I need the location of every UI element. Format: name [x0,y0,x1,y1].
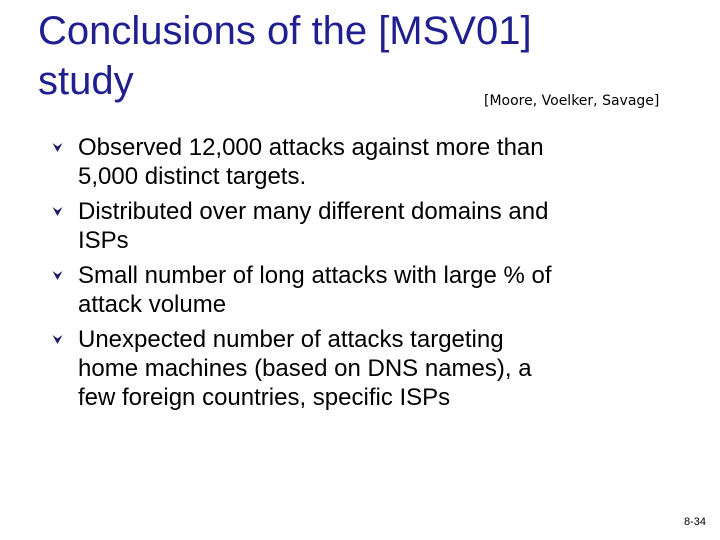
slide-title [38,6,678,106]
checkmark-bullet-icon [52,206,63,217]
bullet-item [52,325,652,412]
bullet-item [52,197,652,255]
bullet-text-line: Unexpected number of attacks targeting [78,326,504,353]
checkmark-bullet-icon [52,270,63,281]
checkmark-bullet-icon [52,334,63,345]
bullet-text-line: few foreign countries, specific ISPs [78,384,451,411]
bullet-text-line: home machines (based on DNS names), a [78,355,532,382]
checkmark-bullet-icon [52,142,63,153]
bullet-item [52,133,652,191]
bullet-list [52,133,652,418]
bullet-text-line: ISPs [78,227,129,254]
bullet-text-line: Observed 12,000 attacks against more than [78,134,544,161]
bullet-text-line: Distributed over many different domains and [78,198,549,225]
page-number: 8-34 [683,516,706,528]
slide-title-line-2: study [38,59,134,103]
bullet-item [52,261,652,319]
slide-title-line-1: Conclusions of the [MSV01] [38,9,532,53]
bullet-text-line: 5,000 distinct targets. [78,163,307,190]
bullet-text-line: attack volume [78,291,227,318]
citation: [Moore, Voelker, Savage] [484,93,660,109]
bullet-text-line: Small number of long attacks with large % of [78,262,552,289]
